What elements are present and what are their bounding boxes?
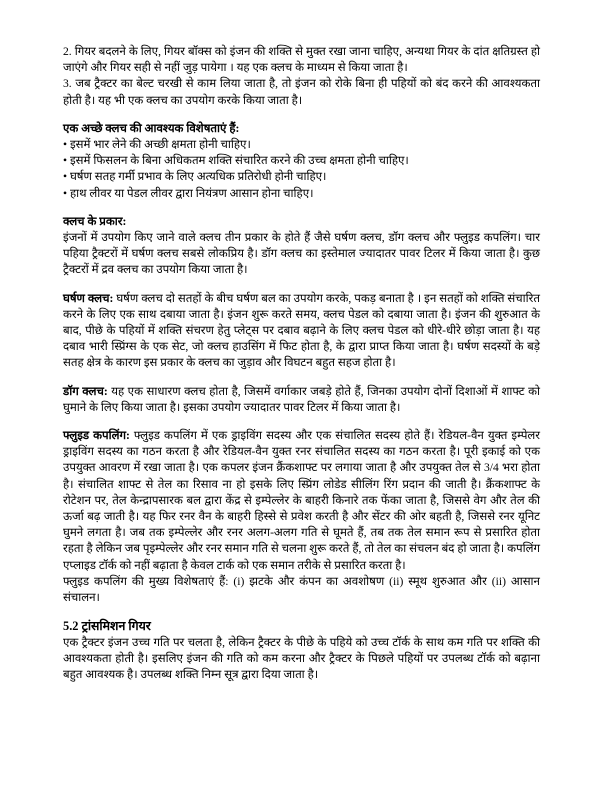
characteristics-heading: एक अच्छे क्लच की आवश्यक विशेषताएं हैं: bbox=[63, 121, 240, 135]
fluid-coupling-features: फ्लुइड कपलिंग की मुख्य विशेषताएं हैं: (i) झटके और कंपन का अवशोषण (ii) स्मूथ शुरुआत और (ii) आसान संचालन। bbox=[63, 574, 540, 605]
list-item: • हाथ लीवर या पेडल लीवर द्वारा नियंत्रण आसान होना चाहिए। bbox=[63, 186, 314, 200]
section-heading-transmission: 5.2 ट्रांसमिशन गियर bbox=[63, 619, 151, 634]
fluid-coupling-label: फ्लुइड कपलिंग: bbox=[63, 429, 130, 443]
fluid-coupling-text: फ्लुइड कपलिंग में एक ड्राइविंग सदस्य और एक संचालित सदस्य होते हैं। रेडियल-वैन युक्त इम्पेलर ड्राइविंग सदस्य का गठन करता है और रेडियल-वैन युक्त रनर संचालित सदस्य का गठन करता है। पूरी इकाई को एक उपयुक्त आवरण में रखा जाता है। एक कपलर इंजन क्रैंकशाफ्ट पर लगाया जाता है और उपयुक्त तेल से 3/4 भरा होता है। संचालित शाफ्ट से तेल का रिसाव ना हो इसके लिए स्प्रिंग लोडेड सीलिंग रिंग प्रदान की जाती है। क्रैंकशाफ्ट के रोटेशन पर, तेल केन्द्रापसारक बल द्वारा केंद्र से इम्पेल्लेर के बाहरी किनारे तक फेंका जाता है, जिससे वेग और तेल की ऊर्जा बढ़ जाती है। यह फिर रनर वैन के बाहरी हिस्से से प्रवेश करती है और सेंटर की ओर बहती है, जिससे रनर यूनिट घुमने लगता है। जब तक इम्पेल्लेर और रनर अलग-अलग गति से घूमते हैं, तब तक तेल समान रूप से प्रसारित होता रहता है लेकिन जब पृइम्पेल्लेर और रनर समान गति से चलना शुरू करते हैं, तो तेल का संचलन बंद हो जाता है। कपलिंग एप्लाइड टॉर्क को नहीं बढ़ाता है केवल टार्क को एक समान तरीके से प्रसारित करता है। bbox=[63, 429, 541, 572]
dog-clutch-label: डॉग क्लच: bbox=[63, 384, 108, 398]
friction-clutch-text: घर्षण क्लच दो सतहों के बीच घर्षण बल का उपयोग करके, पकड़ बनाता है । इन सतहों को शक्ति संचारित करने के लिए एक साथ दबाया जाता है। इंजन शुरू करते समय, क्लच पेडल को दबाया जाता है। इंजन की शुरुआत के बाद, पीछे के पहियों में शक्ति संचरण हेतु प्लेट्स पर दबाव बढ़ाने के लिए क्लच पेडल को धीरे-धीरे छोड़ा जाता है। यह दबाव भारी स्प्रिंग्स के एक सेट, जो क्लच हाउसिंग में फिट होता है, के द्वारा प्राप्त किया जाता है। घर्षण सदस्यों के बड़े सतह क्षेत्र के कारण इस प्रकार के क्लच का जुड़ाव और विघटन बहुत सहज होता है। bbox=[63, 291, 540, 370]
dog-clutch-text: यह एक साधारण क्लच होता है, जिसमें वर्गाकार जबड़े होते हैं, जिनका उपयोग दोनों दिशाओं में शाफ्ट को घुमाने के लिए किया जाता है। इसका उपयोग ज्यादातर पावर टिलर में किया जाता है। bbox=[63, 384, 540, 414]
clutch-types-heading: क्लच के प्रकार: bbox=[63, 214, 127, 228]
friction-clutch-paragraph bbox=[63, 291, 540, 372]
list-item: • इसमें फिसलन के बिना अधिकतम शक्ति संचारित करने की उच्च क्षमता होनी चाहिए। bbox=[63, 154, 409, 168]
fluid-coupling-paragraph bbox=[63, 428, 540, 574]
characteristics-list bbox=[63, 137, 540, 202]
friction-clutch-label: घर्षण क्लच: bbox=[63, 291, 114, 305]
list-item: • घर्षण सतह गर्मी प्रभाव के लिए अत्यधिक प्रतिरोधी होनी चाहिए। bbox=[63, 170, 327, 184]
dog-clutch-paragraph bbox=[63, 384, 540, 416]
transmission-paragraph: एक ट्रैक्टर इंजन उच्च गति पर चलता है, लेकिन ट्रैक्टर के पीछे के पहिये को उच्च टॉर्क के साथ कम गति पर शक्ति की आवश्यकता होती है। इसलिए इंजन की गति को कम करना और ट्रैक्टर के पिछले पहियों पर उपलब्ध टॉर्क को बढ़ाना बहुत आवश्यक है। उपलब्ध शक्ति निम्न सूत्र द्वारा दिया जाता है। bbox=[63, 635, 540, 681]
transmission-section bbox=[63, 618, 540, 683]
clutch-characteristics-section bbox=[63, 121, 540, 202]
list-item: • इसमें भार लेने की अच्छी क्षमता होनी चाहिए। bbox=[63, 138, 251, 152]
clutch-types-paragraph: इंजनों में उपयोग किए जाने वाले क्लच तीन प्रकार के होते हैं जैसे घर्षण क्लच, डॉग क्लच और फ्लुइड कपलिंग। चार पहिया ट्रैक्टरों में घर्षण क्लच सबसे लोकप्रिय है। डॉग क्लच का इस्तेमाल ज्यादातर पावर टिलर में किया जाता है। कुछ ट्रैक्टरों में द्रव क्लच का उपयोग किया जाता है। bbox=[63, 231, 540, 277]
clutch-types-section bbox=[63, 214, 540, 279]
intro-point-3: 3. जब ट्रैक्टर का बेल्ट चरखी से काम लिया जाता है, तो इंजन को रोके बिना ही पहियों को बंद करने की आवश्यकता होती है। यह भी एक क्लच का उपयोग करके किया जाता है। bbox=[63, 77, 540, 107]
intro-point-2: 2. गियर बदलने के लिए, गियर बॉक्स को इंजन की शक्ति से मुक्त रखा जाना चाहिए, अन्यथा गियर के दांत क्षतिग्रस्त हो जाएंगे और गियर सही से नहीं जुड़ पायेगा । यह एक क्लच के माध्यम से किया जाता है। bbox=[63, 45, 540, 75]
